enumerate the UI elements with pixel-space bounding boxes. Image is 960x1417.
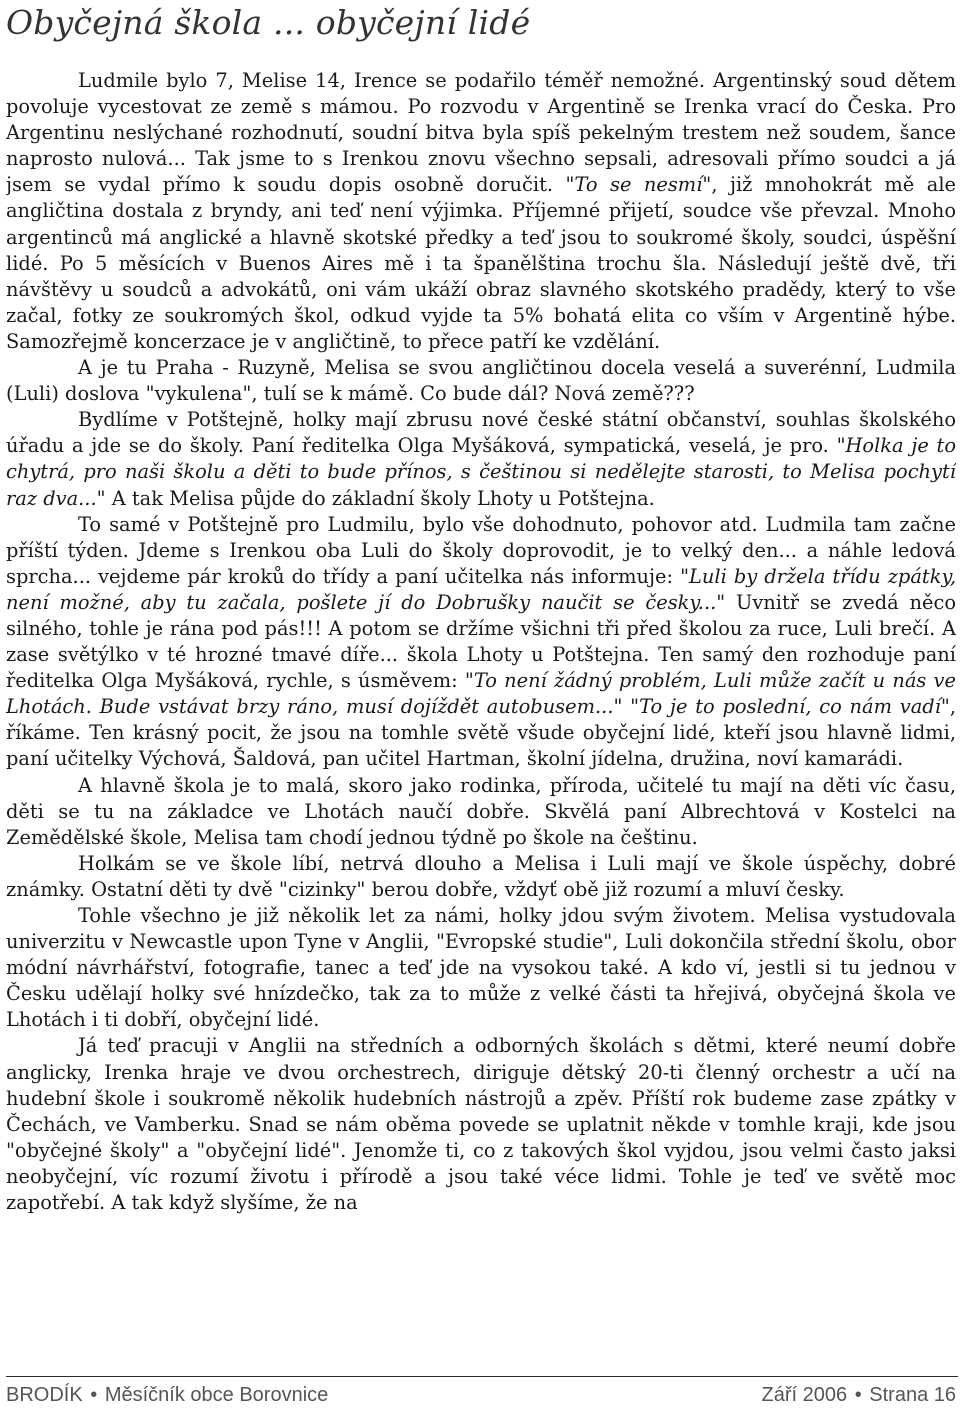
- footer-publication: [6, 1380, 328, 1410]
- text-run: Uvnitř se zvedá něco silného, tohle je rána pod pás!!! A potom se držíme všichni tři před školou za ruce, Luli brečí. A zase světýlko v té hrozné tmavé díře... škola Lhoty u Potštejna. Ten samý den rozhoduje paní ředitelka Olga Myšáková, rychle, s úsměvem:: [6, 590, 956, 693]
- text-run: , říkáme. Ten krásný pocit, že jsou na tomhle světě všude obyčejní lidé, kteří jsou hlavně lidmi, paní učitelky Výchová, Šaldová, pan učitel Hartman, školní jídelna, družina, noví kamarádi.: [6, 695, 956, 771]
- paragraph-1: [6, 68, 956, 355]
- footer-rule: [6, 1376, 958, 1377]
- text-run: Holkám se ve škole líbí, netrvá dlouho a Melisa i Luli mají ve škole úspěchy, dobré známky. Ostatní děti ty dvě "cizinky" berou dobře, vždyť obě již rozumí a mluví česky.: [6, 851, 956, 901]
- article-body: [6, 68, 956, 1368]
- text-run: To samé v Potštejně pro Ludmilu, bylo vše dohodnuto, pohovor atd. Ludmila tam začne příští týden. Jdeme s Irenkou oba Luli do školy doprovodit, je to velký den... a náhle ledová sprcha... vejdeme pár kroků do třídy a paní učitelka nás informuje:: [6, 512, 956, 588]
- publication-subtitle: Měsíčník obce Borovnice: [104, 1384, 329, 1406]
- text-run: , již mnohokrát mě ale angličtina dostala z bryndy, ani teď není výjimka. Příjemné přijetí, soudce vše převzal. Mnoho argentinců má anglické a hlavně skotské předky a teď jsou to soukromé školy, soudci, úspěšní lidé. Po 5 měsících v Buenos Aires mě i ta španělština trochu šla. Následují ještě dvě, tři návštěvy u soudců a advokátů, oni vám ukáží obraz slavného skotského pradědy, který to vše začal, fotky ze soukromých škol, odkud vyjde ta 5% bohatá elita co vším v Argentině hýbe. Samozřejmě koncerzace je v angličtině, to přece patří ke vzdělání.: [6, 173, 956, 353]
- page-number: Strana 16: [869, 1384, 956, 1406]
- text-run: Ludmile bylo 7, Melise 14, Irence se podařilo téměř nemožné. Argentinský soud dětem povoluje vycestovat ze země s mámou. Po rozvodu v Argentině se Irenka vrací do Česka. Pro Argentinu neslýchané rozhodnutí, soudní bitva byla spíš pekelným trestem než soudem, šance naprosto nulová... Tak jsme to s Irenkou znovu všechno sepsali, adresovali přímo soudci a já jsem se vydal přímo k soudu dopis osobně doručit.: [6, 69, 956, 197]
- text-run: Bydlíme v Potštejně, holky mají zbrusu nové české státní občanství, souhlas školského úřadu a jde se do školy. Paní ředitelka Olga Myšáková, sympatická, veselá, je pro.: [6, 408, 956, 458]
- paragraph-5: [6, 773, 956, 851]
- text-run: A je tu Praha - Ruzyně, Melisa se svou angličtinou docela veselá a suverénní, Ludmila (Luli) doslova "vykulena", tulí se k mámě. Co bude dál? Nová země???: [6, 356, 956, 406]
- article-title: Obyčejná škola ... obyčejní lidé: [6, 3, 531, 42]
- quote-run: "Luli by držela třídu zpátky, není možné, aby tu začala, pošlete jí do Dobrušky naučit se česky...": [6, 564, 956, 614]
- footer-issue: [762, 1380, 956, 1410]
- issue-date: Září 2006: [761, 1384, 848, 1406]
- paragraph-6: [6, 851, 956, 903]
- paragraph-7: [6, 903, 956, 1033]
- paragraph-4: [6, 512, 956, 773]
- quote-run: "To není žádný problém, Luli může začít u nás ve Lhotách. Bude vstávat brzy ráno, musí dojíždět autobusem..." "To je to poslední, co nám vadí": [6, 669, 956, 719]
- paragraph-3: [6, 407, 956, 511]
- page-footer: [6, 1380, 956, 1410]
- quote-run: "To se nesmí": [565, 173, 712, 197]
- text-run: A hlavně škola je to malá, skoro jako rodinka, příroda, učitelé tu mají na děti víc času, děti se tu na základce ve Lhotách naučí dobře. Skvělá paní Albrechtová v Kostelci na Zemědělské škole, Melisa tam chodí jednou týdně po škole na češtinu.: [6, 773, 956, 849]
- quote-run: "Holka je to chytrá, pro naši školu a děti to bude přínos, s češtinou si nedělejte starosti, to Melisa pochytí raz dva...": [6, 434, 956, 510]
- publication-name: BRODÍK: [6, 1384, 83, 1406]
- footer-separator: •: [854, 1384, 862, 1406]
- text-run: A tak Melisa půjde do základní školy Lhoty u Potštejna.: [105, 486, 655, 510]
- footer-separator: •: [90, 1384, 98, 1406]
- text-run: Tohle všechno je již několik let za námi, holky jdou svým životem. Melisa vystudovala univerzitu v Newcastle upon Tyne v Anglii, "Evropské studie", Luli dokončila střední školu, obor módní návrhářství, fotografie, tanec a teď jde na vysokou také. A kdo ví, jestli si tu jednou v Česku udělají holky své hnízdečko, tak za to může z velké části ta hřejivá, obyčejná škola ve Lhotách i ti dobří, obyčejní lidé.: [6, 904, 956, 1032]
- paragraph-8: [6, 1033, 956, 1216]
- paragraph-2: [6, 355, 956, 407]
- text-run: Já teď pracuji v Anglii na středních a odborných školách s dětmi, které neumí dobře anglicky, Irenka hraje ve dvou orchestrech, diriguje dětský 20-ti členný orchestr a učí na hudební škole i soukromě několik hudebních nástrojů a zpěv. Příští rok budeme zase zpátky v Čechách, ve Vamberku. Snad se nám oběma povede se uplatnit někde v tomhle kraji, kde jsou "obyčejné školy" a "obyčejní lidé". Jenomže ti, co z takových škol vyjdou, jsou velmi často jaksi neobyčejní, víc rozumí životu i přírodě a jsou také véce lidmi. Tohle je teď ve světě moc zapotřebí. A tak když slyšíme, že na: [6, 1034, 956, 1215]
